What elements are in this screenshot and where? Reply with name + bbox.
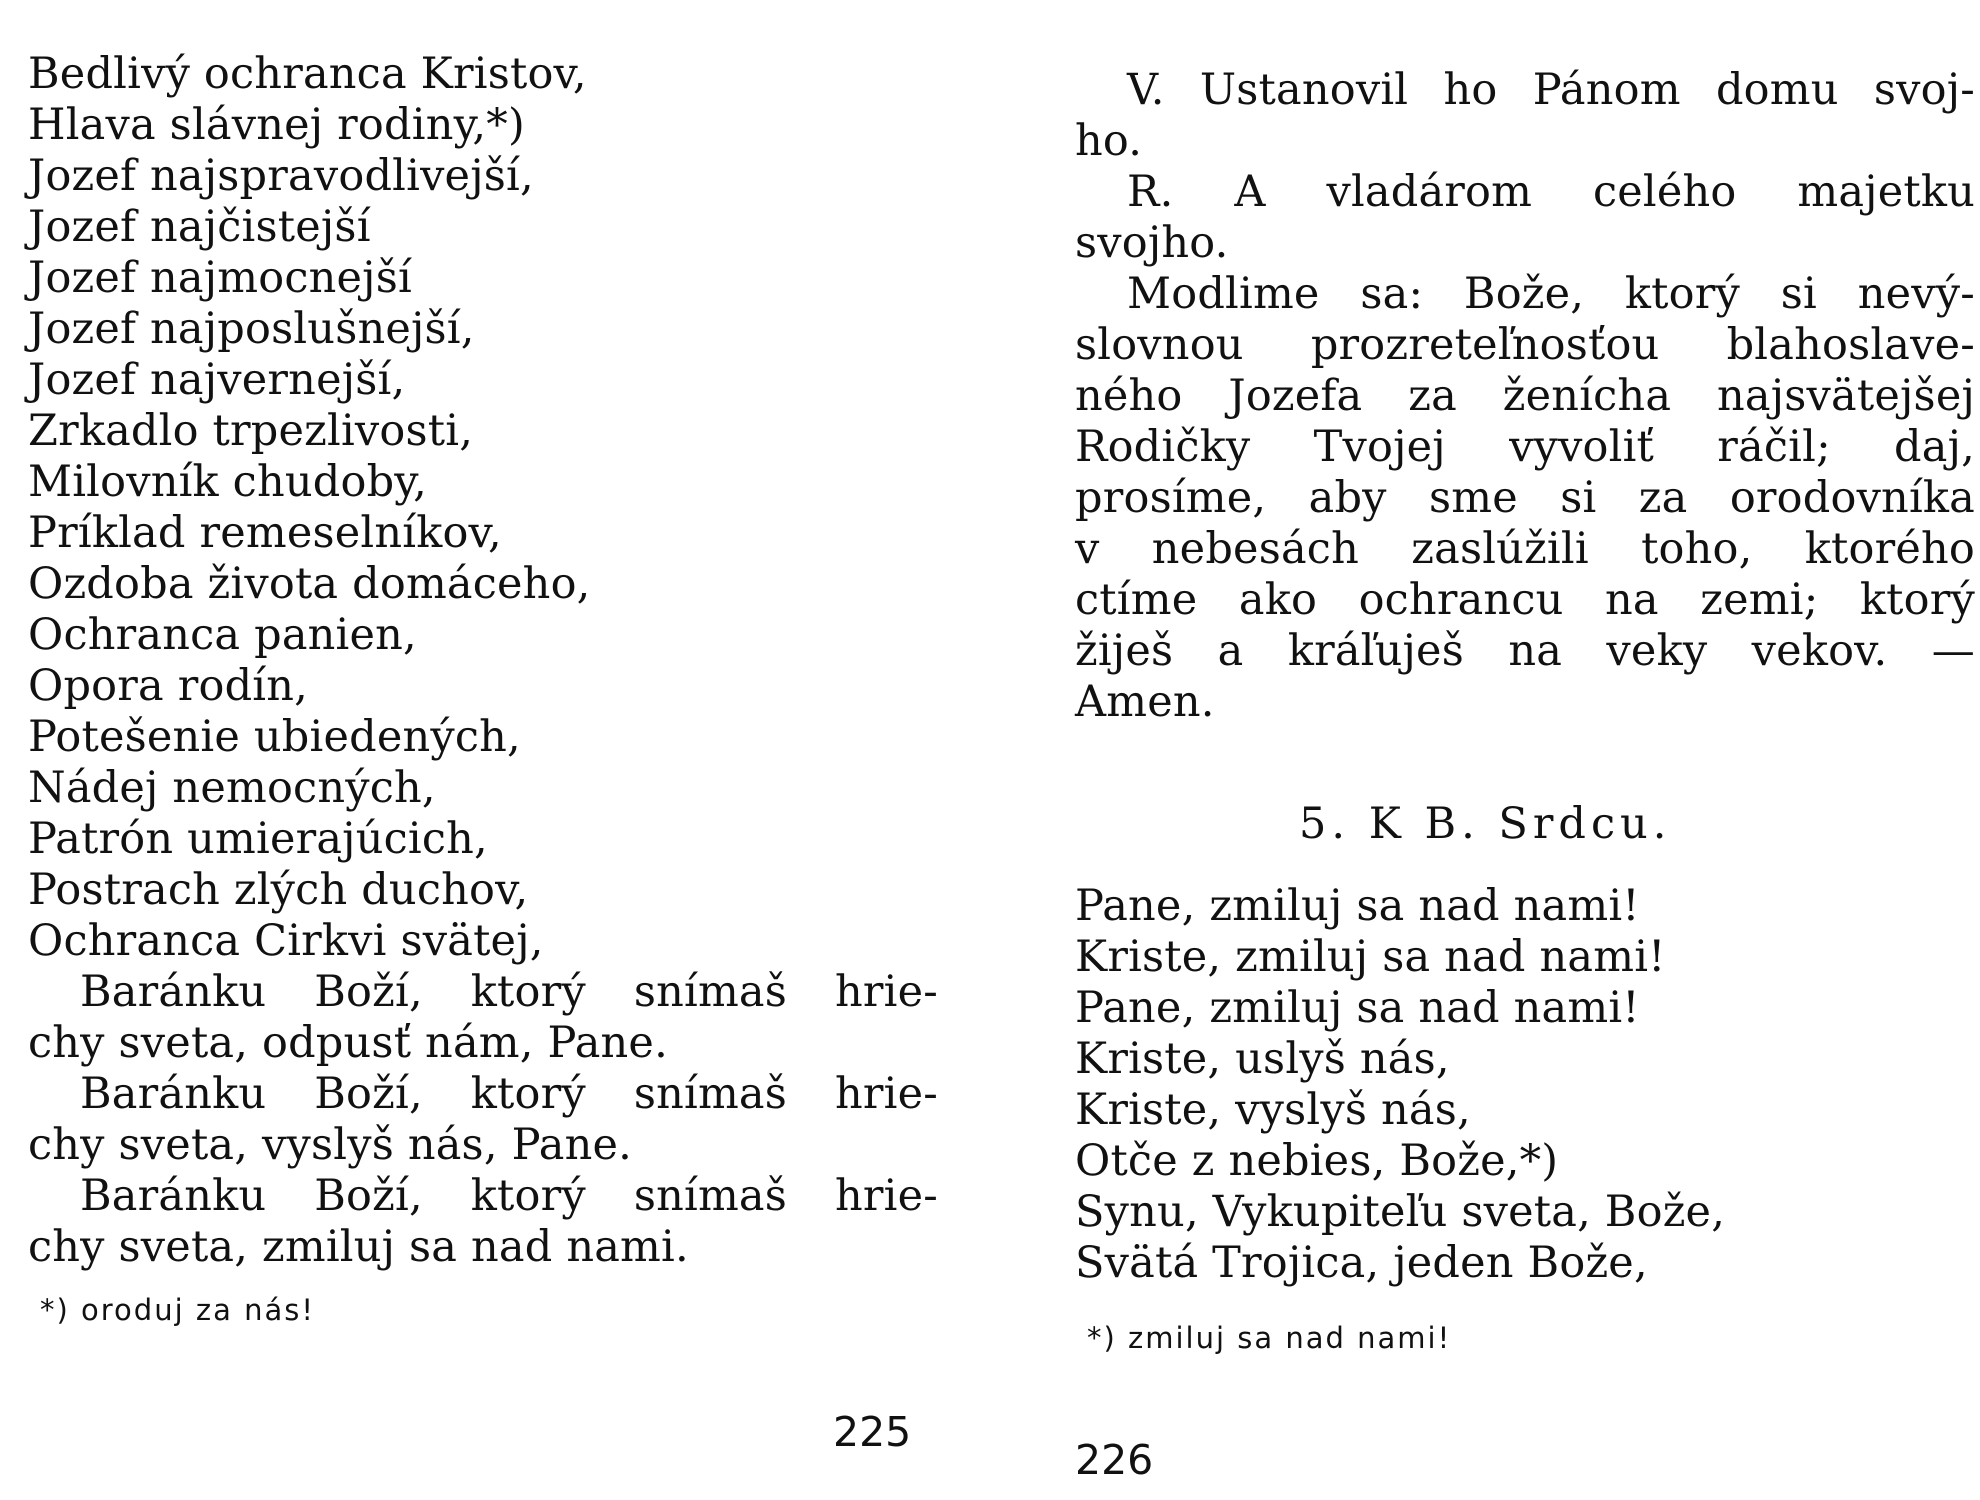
litany-line: Pane, zmiluj sa nad nami! — [1075, 881, 1640, 931]
litany-line: Milovník chudoby, — [28, 457, 427, 507]
right-page — [1075, 0, 1975, 1500]
litany-line: Jozef najmocnejší — [28, 253, 412, 303]
litany-line: Jozef najčistejší — [28, 202, 371, 252]
prayer-line: Amen. — [1075, 677, 1215, 727]
agnus-dei-line: Baránku Boží, ktorý snímaš hrie- — [80, 1171, 938, 1221]
agnus-dei-line: Baránku Boží, ktorý snímaš hrie- — [80, 967, 938, 1017]
litany-line: Kriste, vyslyš nás, — [1075, 1085, 1471, 1135]
litany-line: Svätá Trojica, jeden Bože, — [1075, 1238, 1648, 1288]
left-page — [28, 0, 938, 1500]
prayer-line: ctíme ako ochrancu na zemi; ktorý — [1075, 575, 1975, 625]
agnus-dei-line: chy sveta, zmiluj sa nad nami. — [28, 1222, 689, 1272]
litany-line: Otče z nebies, Bože,*) — [1075, 1136, 1559, 1186]
litany-line: Jozef najvernejší, — [28, 355, 406, 405]
litany-line: Postrach zlých duchov, — [28, 865, 529, 915]
versicle-line: V. Ustanovil ho Pánom domu svoj- — [1127, 65, 1975, 115]
litany-line: Kriste, zmiluj sa nad nami! — [1075, 932, 1666, 982]
footnote: *) zmiluj sa nad nami! — [1087, 1321, 1452, 1355]
litany-line: Opora rodín, — [28, 661, 309, 711]
litany-line: Nádej nemocných, — [28, 763, 436, 813]
litany-line: Zrkadlo trpezlivosti, — [28, 406, 474, 456]
prayer-line: slovnou prozreteľnosťou blahoslave- — [1075, 320, 1975, 370]
litany-line: Synu, Vykupiteľu sveta, Bože, — [1075, 1187, 1726, 1237]
response-line: svojho. — [1075, 218, 1229, 268]
litany-line: Jozef najspravodlivejší, — [28, 151, 534, 201]
litany-line: Pane, zmiluj sa nad nami! — [1075, 983, 1640, 1033]
litany-line: Patrón umierajúcich, — [28, 814, 488, 864]
agnus-dei-line: Baránku Boží, ktorý snímaš hrie- — [80, 1069, 938, 1119]
prayer-line: Rodičky Tvojej vyvoliť ráčil; daj, — [1075, 422, 1975, 472]
agnus-dei-line: chy sveta, vyslyš nás, Pane. — [28, 1120, 633, 1170]
litany-line: Príklad remeselníkov, — [28, 508, 502, 558]
litany-line: Bedlivý ochranca Kristov, — [28, 49, 587, 99]
litany-line: Hlava slávnej rodiny,*) — [28, 100, 525, 150]
litany-line: Ochranca Cirkvi svätej, — [28, 916, 544, 966]
footnote: *) oroduj za nás! — [40, 1293, 315, 1327]
litany-line: Ozdoba života domáceho, — [28, 559, 591, 609]
prayer-line: v nebesách zaslúžili toho, ktorého — [1075, 524, 1975, 574]
versicle-line: ho. — [1075, 116, 1143, 166]
response-line: R. A vladárom celého majetku — [1127, 167, 1975, 217]
page-number: 225 — [833, 1408, 912, 1456]
litany-line: Ochranca panien, — [28, 610, 417, 660]
prayer-line: prosíme, aby sme si za orodovníka — [1075, 473, 1975, 523]
litany-line: Kriste, uslyš nás, — [1075, 1034, 1450, 1084]
prayer-line: Modlime sa: Bože, ktorý si nevý- — [1127, 269, 1975, 319]
agnus-dei-line: chy sveta, odpusť nám, Pane. — [28, 1018, 668, 1068]
prayer-line: žiješ a kráľuješ na veky vekov. — — [1075, 626, 1975, 676]
section-heading: 5. K B. Srdcu. — [1299, 799, 1672, 849]
page-number: 226 — [1075, 1436, 1154, 1484]
prayer-line: ného Jozefa za ženícha najsvätejšej — [1075, 371, 1975, 421]
litany-line: Potešenie ubiedených, — [28, 712, 521, 762]
litany-line: Jozef najposlušnejší, — [28, 304, 475, 354]
